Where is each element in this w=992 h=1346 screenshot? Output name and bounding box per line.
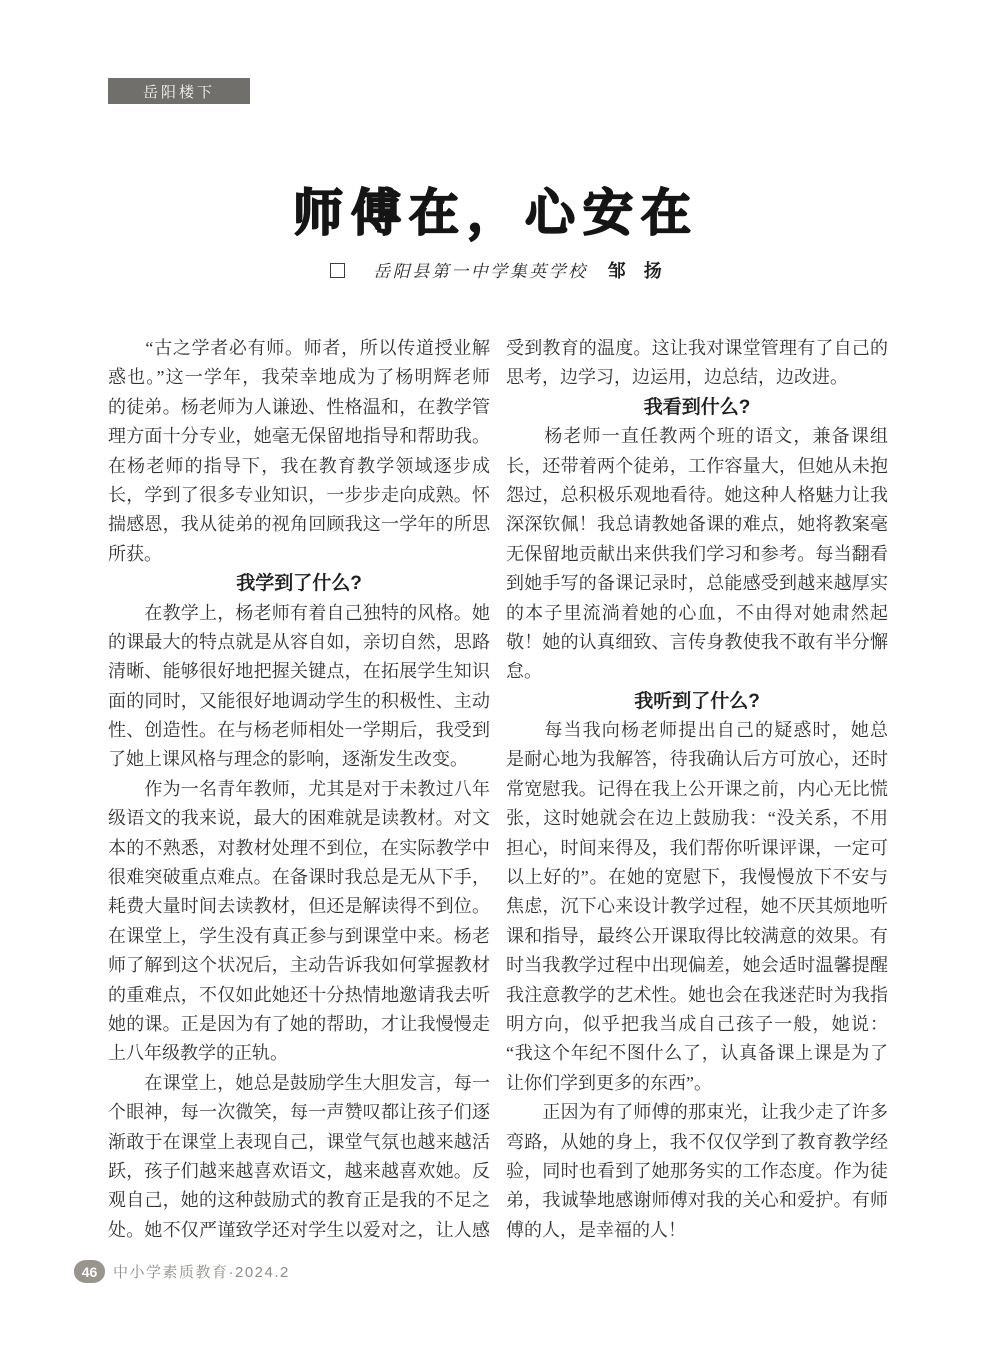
text-line: 让你们学到更多的东西”。 — [506, 1072, 712, 1093]
text-column-left — [108, 334, 490, 1245]
text-line: 焦虑，沉下心来设计教学过程，她不厌其烦地听 — [506, 896, 888, 917]
text-line: 怨过，总积极乐观地看待。她这种人格魅力让我 — [506, 484, 888, 505]
text-line: 傅的人，是幸福的人！ — [506, 1219, 686, 1240]
text-line: 师了解到这个状况后，主动告诉我如何掌握教材 — [108, 955, 490, 976]
text-line: 观自己，她的这种鼓励式的教育正是我的不足之 — [108, 1190, 490, 1211]
text-line: 所获。 — [108, 543, 162, 564]
journal-name: 中小学素质教育·2024.2 — [113, 1264, 290, 1281]
author-marker-square-icon — [330, 263, 345, 278]
text-line: 的徒弟。杨老师为人谦逊、性格温和，在教学管 — [108, 396, 490, 417]
text-line: 性、创造性。在与杨老师相处一学期后，我受到 — [108, 720, 490, 741]
text-line: 正因为有了师傅的那束光，让我少走了许多 — [506, 1102, 888, 1123]
text-line: 在课堂上，学生没有真正参与到课堂中来。杨老 — [108, 925, 490, 946]
text-line: 验，同时也看到了她那务实的工作态度。作为徒 — [506, 1160, 888, 1181]
text-line: 敬！她的认真细致、言传身教使我不敢有半分懈 — [506, 631, 888, 652]
text-column-right — [506, 334, 888, 1245]
section-tag: 岳阳楼下 — [108, 78, 250, 104]
text-line: 常宽慰我。记得在我上公开课之前，内心无比慌 — [506, 778, 888, 799]
text-line: “古之学者必有师。师者，所以传道授业解 — [108, 338, 490, 358]
school-name: 岳阳县第一中学集英学校 — [373, 262, 588, 281]
section-heading: 我看到什么? — [643, 396, 751, 418]
text-line: 时当我教学过程中出现偏差，她会适时温馨提醒 — [506, 955, 888, 976]
text-line: 在课堂上，她总是鼓励学生大胆发言，每一 — [108, 1072, 490, 1093]
text-line: 理方面十分专业，她毫无保留地指导和帮助我。 — [108, 426, 490, 447]
text-line: 清晰、能够很好地把握关键点，在拓展学生知识 — [108, 661, 490, 682]
text-line: 以上好的”。在她的宽慰下，我慢慢放下不安与 — [506, 867, 888, 888]
text-line: 怠。 — [506, 661, 542, 682]
text-line: 张，这时她就会在边上鼓励我：“没关系，不用 — [506, 808, 888, 829]
text-line: 担心，时间来得及，我们帮你听课评课，一定可 — [506, 837, 888, 858]
text-line: 很难突破重点难点。在备课时我总是无从下手， — [108, 867, 490, 888]
text-line: 课和指导，最终公开课取得比较满意的效果。有 — [506, 925, 888, 946]
text-line: 的课最大的特点就是从容自如，亲切自然，思路 — [108, 631, 490, 652]
text-line: 了她上课风格与理念的影响，逐渐发生改变。 — [108, 749, 468, 770]
text-line: 我注意教学的艺术性。她也会在我迷茫时为我指 — [506, 984, 888, 1005]
text-line: 惑也。”这一学年，我荣幸地成为了杨明辉老师 — [108, 367, 490, 388]
text-line: 耗费大量时间去读教材，但还是解读得不到位。 — [108, 896, 490, 917]
text-line: 无保留地贡献出来供我们学习和参考。每当翻看 — [506, 543, 888, 564]
text-line: 杨老师一直任教两个班的语文，兼备课组 — [506, 426, 888, 447]
text-line: 级语文的我来说，最大的困难就是读教材。对文 — [108, 808, 490, 829]
text-line: 到她手写的备课记录时，总能感受到越来越厚实 — [506, 573, 888, 594]
text-line: 处。她不仅严谨致学还对学生以爱对之，让人感 — [108, 1219, 490, 1240]
text-line: 她的课。正是因为有了她的帮助，才让我慢慢走 — [108, 1013, 490, 1034]
text-line: 本的不熟悉，对教材处理不到位，在实际教学中 — [108, 837, 490, 858]
text-line: 的重难点，不仅如此她还十分热情地邀请我去听 — [108, 984, 490, 1005]
text-line: 上八年级教学的正轨。 — [108, 1043, 288, 1064]
text-line: 深深钦佩！我总请教她备课的难点，她将教案毫 — [506, 514, 888, 535]
section-heading: 我学到了什么? — [236, 573, 362, 595]
author-name: 邹 扬 — [607, 261, 662, 281]
text-line: “我这个年纪不图什么了，认真备课上课是为了 — [506, 1043, 888, 1064]
text-line: 揣感恩，我从徒弟的视角回顾我这一学年的所思 — [108, 514, 490, 535]
article-title: 师傅在，心安在 — [293, 185, 699, 241]
text-line: 作为一名青年教师，尤其是对于未教过八年 — [108, 778, 490, 799]
text-line: 在教学上，杨老师有着自己独特的风格。她 — [108, 602, 490, 623]
text-line: 跃，孩子们越来越喜欢语文，越来越喜欢她。反 — [108, 1160, 490, 1181]
text-line: 弯路，从她的身上，我不仅仅学到了教育教学经 — [506, 1131, 888, 1152]
section-heading: 我听到了什么? — [634, 690, 760, 712]
text-line: 每当我向杨老师提出自己的疑惑时，她总 — [506, 720, 888, 741]
text-line: 是耐心地为我解答，待我确认后方可放心，还时 — [506, 749, 888, 770]
text-line: 在杨老师的指导下，我在教育教学领域逐步成 — [108, 455, 490, 476]
text-line: 弟，我诚挚地感谢师傅对我的关心和爱护。有师 — [506, 1190, 888, 1211]
text-line: 明方向，似乎把我当成自己孩子一般，她说： — [506, 1013, 888, 1034]
text-line: 面的同时，又能很好地调动学生的积极性、主动 — [108, 690, 490, 711]
text-line: 思考，边学习，边运用，边总结，边改进。 — [506, 367, 848, 388]
text-line: 个眼神，每一次微笑，每一声赞叹都让孩子们逐 — [108, 1102, 490, 1123]
text-line: 渐敢于在课堂上表现自己，课堂气氛也越来越活 — [108, 1131, 490, 1152]
text-line: 的本子里流淌着她的心血，不由得对她肃然起 — [506, 602, 888, 623]
text-line: 受到教育的温度。这让我对课堂管理有了自己的 — [506, 338, 888, 358]
text-line: 长，学到了很多专业知识，一步步走向成熟。怀 — [108, 484, 490, 505]
page-number-badge: 46 — [74, 1260, 105, 1283]
footer — [74, 1260, 290, 1283]
byline — [0, 258, 992, 286]
text-line: 长，还带着两个徒弟，工作容量大，但她从未抱 — [506, 455, 888, 476]
